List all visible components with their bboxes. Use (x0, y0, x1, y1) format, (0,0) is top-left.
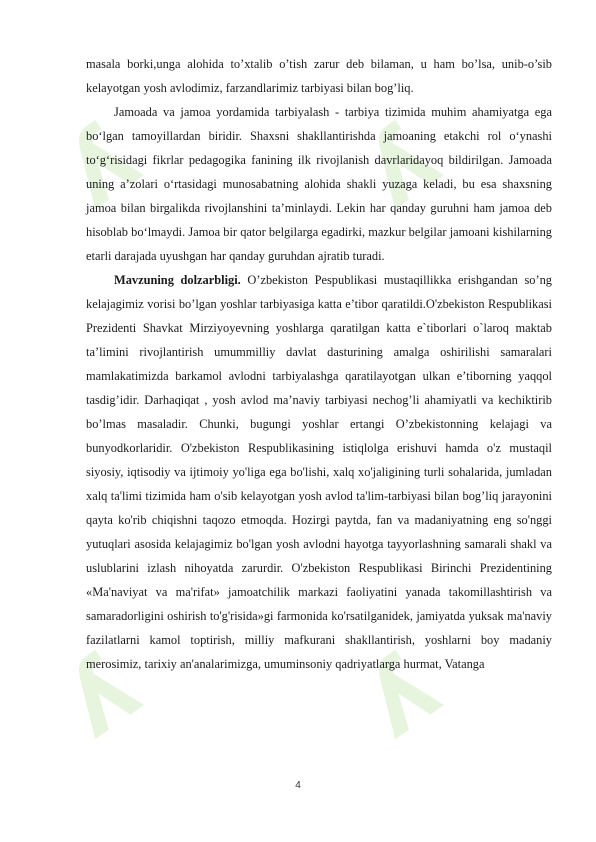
paragraph: masala borki,unga alohida to’xtalib o’tish zarur deb bilaman, u ham bo’lsa, unib-o’sib kelayotgan yosh avlodimiz, farzandlarimiz tarbiyasi bilan bog’liq. (86, 57, 552, 95)
watermark-logo: ʎ (343, 103, 456, 229)
section-heading: Mavzuning dolzarbligi. (114, 273, 241, 287)
watermark-logo: ʎ (43, 103, 156, 229)
body-text (86, 52, 552, 676)
paragraph: Jamoada va jamoa yordamida tarbiyalash - tarbiya tizimida muhim ahamiyatga ega bo‘lgan tamoyillardan biridir. Shaxsni shakllantirishda jamoaning etakchi rol o‘ynashi to‘g‘risidagi fikrlar pedagogika fanining ilk rivojlanish davrlaridayoq bildirilgan. Jamoada uning a’zolari o‘rtasidagi munosabatning alohida shakli yuzaga keladi, bu esa shaxsning jamoa bilan birgalikda rivojlanshini ta’minlaydi. Lekin har qanday guruhni ham jamoa deb hisoblab bo‘lmaydi. Jamoa bir qator belgilarga egadirki, mazkur belgilar jamoani kishilarning etarli darajada uyushgan har qanday guruhdan ajratib turadi. (86, 105, 552, 263)
watermark-logo: ʎ (43, 633, 156, 759)
paragraph-body: O’zbekiston Pespublikasi mustaqillikka erishgandan so’ng kelajagimiz vorisi bo’lgan yoshlar tarbiyasiga katta e’tibor qaratildi.O'zbekiston Respublikasi Prezidenti Shavkat Mirziyoyevning yoshlarga qaratilgan katta e`tiborlari o`laroq maktab ta’limini rivojlantirish umummilliy davlat dasturining amalga oshirilishi samaralari mamlakatimizda barkamol avlodni tarbiyalashga qaratilayotgan ulkan e’tiborning yaqqol tasdig’idir. Darhaqiqat , yosh avlod ma’naviy tarbiyasi nechog’li ahamiyatli va kechiktirib bo’lmas masaladir. Chunki, bugungi yoshlar ertangi O’zbekistonning kelajagi va bunyodkorlaridir. O'zbekiston Respublikasining istiqlolga erishuvi hamda o'z mustaqil siyosiy, iqtisodiy va ijtimoiy yo'liga ega bo'lishi, xalq xo'jaligining turli sohalarida, jumladan xalq ta'limi tizimida ham o'sib kelayotgan yosh avlod ta'lim-tarbiyasi bilan bog’liq jarayonini qayta ko'rib chiqishni taqozo etmoqda. Hozirgi paytda, fan va madaniyatning eng so'nggi yutuqlari asosida kelajagimiz bo'lgan yosh avlodni hayotga tayyorlashning samarali shakl va uslublarini izlash nihoyatda zarurdir. O'zbekiston Respublikasi Birinchi Prezidentining «Ma'naviyat va ma'rifat» jamoatchilik markazi faoliyatini yanada takomillashtirish va samaradorligini oshirish to'g'risida»gi farmonida ko'rsatilganidek, jamiyatda yuksak ma'naviy fazilatlarni kamol toptirish, milliy mafkurani shakllantirish, yoshlarni boy madaniy merosimiz, tarixiy an'analarimizga, umuminsoniy qadriyatlarga hurmat, Vatanga (86, 273, 552, 671)
page-number: 4 (295, 780, 301, 791)
paragraph (86, 268, 552, 676)
watermark-logo: ʎ (343, 633, 456, 759)
